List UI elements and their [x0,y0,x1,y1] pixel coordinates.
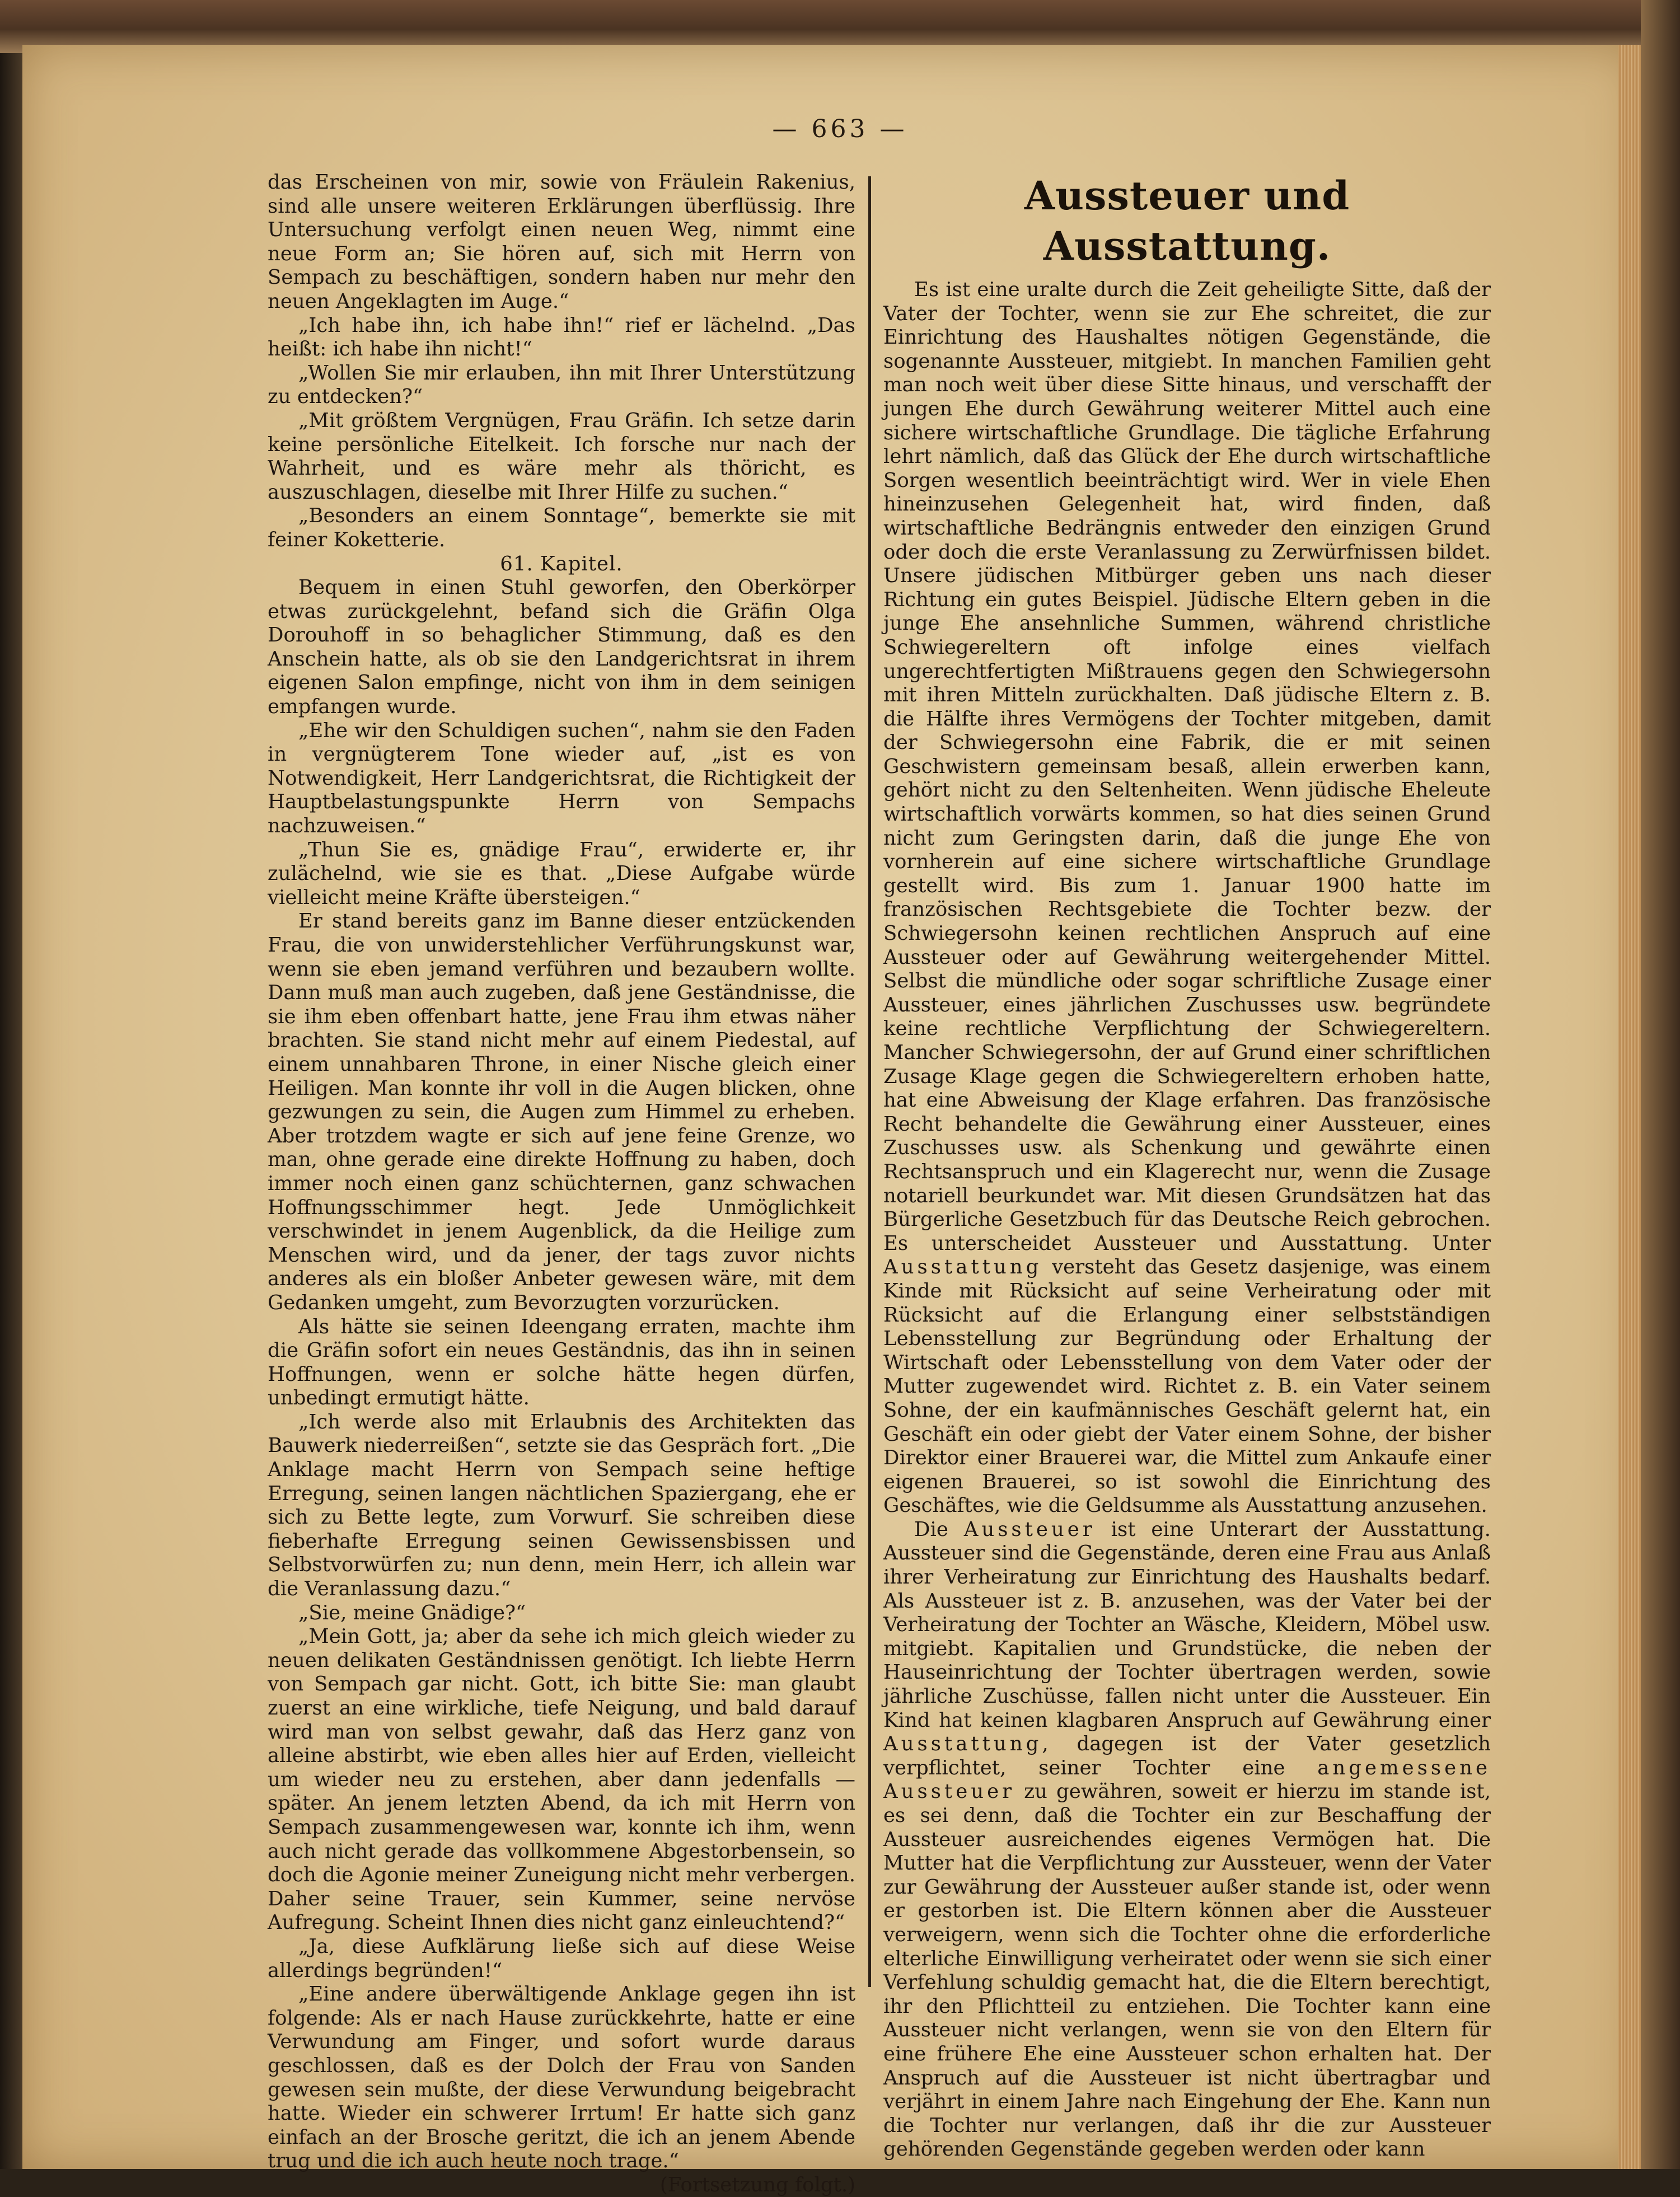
story-paragraph: „Thun Sie es, gnädige Frau“, erwiderte er, ihr zulächelnd, wie sie es that. „Diese Aufgabe würde vielleicht meine Kräfte übersteigen.“ [268,838,855,909]
article-paragraph [883,278,1491,1518]
binding-right-edge [1641,0,1680,2169]
story-paragraph: „Eine andere überwältigende Anklage gegen ihn ist folgende: Als er nach Hause zurückkehrte, hatte er eine Verwundung am Finger, und sofort wurde daraus geschlossen, daß es der Dolch der Frau von Sanden gewesen sein mußte, der diese Verwundung beigebracht hatte. Wieder ein schwerer Irrtum! Er hatte sich ganz einfach an der Brosche geritzt, die ich an jenem Abende trug und die ich auch heute noch trage.“ [268,1983,855,2173]
story-paragraph: „Wollen Sie mir erlauben, ihn mit Ihrer Unterstützung zu entdecken?“ [268,361,855,409]
binding-left-edge [0,0,22,2169]
page-number: — 663 — [772,115,908,143]
term-ausstattung: Ausstattung [883,1732,1042,1756]
article-text: Die [914,1517,948,1541]
story-paragraph: Bequem in einen Stuhl geworfen, den Oberkörper etwas zurückgelehnt, befand sich die Gräfin Olga Dorouhoff in so behaglicher Stimmung, daß es den Anschein hatte, als ob sie den Landgerichtsrat in ihrem eigenen Salon empfinge, nicht von ihm in dem seinigen empfangen wurde. [268,576,855,719]
story-paragraph: Als hätte sie seinen Ideengang erraten, machte ihm die Gräfin sofort ein neues Geständnis, das ihn in seinen Hoffnungen, wenn er solche hätte hegen dürfen, unbedingt ermutigt hätte. [268,1315,855,1410]
chapter-heading: 61. Kapitel. [500,552,623,575]
story-paragraph: „Ehe wir den Schuldigen suchen“, nahm sie den Faden in vergnügterem Tone wieder auf, „ist es von Notwendigkeit, Herr Landgerichtsrat, die Richtigkeit der Hauptbelastungspunkte Herrn von Sempachs nachzuweisen.“ [268,719,855,838]
story-paragraph: „Mit größtem Vergnügen, Frau Gräfin. Ich setze darin keine persönliche Eitelkeit. Ich forsche nur nach der Wahrheit, und es wäre mehr als thöricht, es auszuschlagen, dieselbe mit Ihrer Hilfe zu suchen.“ [268,409,855,504]
story-paragraph: „Besonders an einem Sonntage“, bemerkte sie mit feiner Koketterie. [268,504,855,551]
term-angemessene-aussteuer: angemessene Aussteuer [883,1756,1491,1803]
article-title: Aussteuer und Ausstattung. [1024,172,1350,269]
column-divider [868,176,871,1987]
story-paragraph: „Sie, meine Gnädige?“ [298,1601,526,1624]
article-text: zu gewähren, soweit er hierzu im stande ist, es sei denn, daß die Tochter ein zur Beschaffung der Aussteuer ausreichendes eigenes Vermögen hat. Die Mutter hat die Verpflichtung zur Aussteuer, wenn der Vater zur Gewährung der Aussteuer außer stande ist, oder wenn er gestorben ist. Die Eltern können aber die Aussteuer verweigern, wenn sich die Tochter ohne die erforderliche elterliche Einwilligung verheiratet oder wenn sie sich einer Verfehlung schuldig gemacht hat, die die Eltern berechtigt, ihr den Pflichtteil zu entziehen. Die Tochter kann eine Aussteuer nicht verlangen, wenn sie von den Eltern für eine frühere Ehe eine Aussteuer schon erhalten hat. Der Anspruch auf die Aussteuer ist nicht übertragbar und verjährt in einem Jahre nach Eingehung der Ehe. Kann nun die Tochter nur verlangen, daß ihr die zur Aussteuer gehörenden Gegenstände gegeben werden oder kann [883,1780,1491,2161]
article-text: , dagegen ist der Vater gesetzlich verpflichtet, seiner Tochter eine [883,1732,1491,1779]
article-paragraph [883,1518,1491,2162]
story-paragraph: „Ja, diese Aufklärung ließe sich auf diese Weise allerdings begründen!“ [268,1934,855,1982]
story-paragraph: Er stand bereits ganz im Banne dieser entzückenden Frau, die von unwiderstehlicher Verführungskunst war, wenn sie eben jemand verführen und bezaubern wollte. Dann muß man auch zugeben, daß jene Geständnisse, die sie ihm eben offenbart hatte, jene Frau ihm etwas näher brachten. Sie stand nicht mehr auf einem Piedestal, auf einem unnahbaren Throne, in einer Nische gleich einer Heiligen. Man konnte ihr voll in die Augen blicken, ohne gezwungen zu sein, die Augen zum Himmel zu erheben. Aber trotzdem wagte er sich auf jene feine Grenze, wo man, ohne gerade eine direkte Hoffnung zu haben, doch immer noch einen ganz schüchternen, ganz schwachen Hoffnungsschimmer hegt. Jede Unmöglichkeit verschwindet in jenem Augenblick, da die Heilige zum Menschen wird, und da jener, der tags zuvor nichts anderes als ein bloßer Anbeter gewesen wäre, mit dem Gedanken umgeht, zum Bevorzugten vorzurücken. [268,910,855,1314]
left-column [268,171,855,2197]
continuation-note: (Fortsetzung folgt.) [659,2173,855,2196]
story-paragraph: „Mein Gott, ja; aber da sehe ich mich gleich wieder zu neuen delikaten Geständnissen genötigt. Ich liebte Herrn von Sempach gar nicht. Gott, ich bitte Sie: man glaubt zuerst an eine wirkliche, tiefe Neigung, und bald darauf wird man von selbst gewahr, daß das Herz ganz von alleine abstirbt, wie eben alles hier auf Erden, vielleicht um wieder neu zu erstehen, aber dann jedenfalls — später. An jenem letzten Abend, da ich mit Herrn von Sempach zusammengewesen war, konnte ich ihm, wenn auch nicht gerade das vollkommene Abgestorbensein, so doch die Agonie meiner Zuneigung nicht mehr verbergen. Daher seine Trauer, sein Kummer, seine nervöse Aufregung. Scheint Ihnen dies nicht ganz einleuchtend?“ [268,1625,855,1934]
story-paragraph: das Erscheinen von mir, sowie von Fräulein Rakenius, sind alle unsere weiteren Erklärungen überflüssig. Ihre Untersuchung verfolgt einen neuen Weg, nimmt eine neue Form an; Sie hören auf, sich mit Herrn von Sempach zu beschäftigen, sondern haben nur mehr den neuen Angeklagten im Auge.“ [268,171,855,313]
article-text: ist eine Unterart der Ausstattung. Aussteuer sind die Gegenstände, deren eine Frau aus Anlaß ihrer Verheiratung zur Einrichtung des Haushalts bedarf. Als Aussteuer ist z. B. anzusehen, was der Vater bei der Verheiratung der Tochter an Wäsche, Kleidern, Möbel usw. mitgiebt. Kapitalien und Grundstücke, die neben der Hauseinrichtung der Tochter übertragen werden, sowie jährliche Zuschüsse, fallen nicht unter die Aussteuer. Ein Kind hat keinen klagbaren Anspruch auf Gewährung einer [883,1517,1491,1732]
story-paragraph: „Ich werde also mit Erlaubnis des Architekten das Bauwerk niederreißen“, setzte sie das Gespräch fort. „Die Anklage macht Herrn von Sempach seine heftige Erregung, seinen langen nächtlichen Spaziergang, ehe er sich zu Bette legte, zum Vorwurf. Sie schreiben diese fieberhafte Erregung seinen Gewissensbissen und Selbstvorwürfen zu; nun denn, mein Herr, ich allein war die Veranlassung dazu.“ [268,1410,855,1601]
term-ausstattung: Ausstattung [883,1256,1042,1279]
page-edges [1618,45,1641,2169]
article-text: Es ist eine uralte durch die Zeit geheiligte Sitte, daß der Vater der Tochter, wenn sie zur Ehe schreitet, die zur Einrichtung des Haushaltes nötigen Gegenstände, die sogenannte Aussteuer, mitgiebt. In manchen Familien geht man noch weit über diese Sitte hinaus, und verschafft der jungen Ehe durch Gewährung weiterer Mittel auch eine sichere wirtschaftliche Grundlage. Die tägliche Erfahrung lehrt nämlich, daß das Glück der Ehe durch wirtschaftliche Sorgen wesentlich beeinträchtigt wird. Wer in viele Ehen hineinzusehen Gelegenheit hat, wird finden, daß wirtschaftliche Bedrängnis entweder den einzigen Grund oder doch die erste Veranlassung zu Zerwürfnissen bildet. Unsere jüdischen Mitbürger geben uns nach dieser Richtung ein gutes Beispiel. Jüdische Eltern geben in die junge Ehe ansehnliche Summen, während christliche Schwiegereltern oft infolge eines vielfach ungerechtfertigten Mißtrauens gegen den Schwiegersohn mit ihren Mitteln zurückhalten. Daß jüdische Eltern z. B. die Hälfte ihres Vermögens der Tochter mitgeben, damit der Schwiegersohn eine Fabrik, die er mit seinen Geschwistern gemeinsam besaß, allein erwerben kann, gehört nicht zu den Seltenheiten. Wenn jüdische Eheleute wirtschaftlich vorwärts kommen, so hat dies seinen Grund nicht zum Geringsten darin, daß die junge Ehe von vornherein auf eine sichere wirtschaftliche Grundlage gestellt wird. Bis zum 1. Januar 1900 hatte im französischen Rechtsgebiete die Tochter bezw. der Schwiegersohn keinen rechtlichen Anspruch auf eine Aussteuer oder auf Gewährung weitergehender Mittel. Selbst die mündliche oder sogar schriftliche Zusage einer Aussteuer, eines jährlichen Zuschusses usw. begründete keine rechtliche Verpflichtung der Schwiegereltern. Mancher Schwiegersohn, der auf Grund einer schriftlichen Zusage Klage gegen die Schwiegereltern erhoben hatte, hat eine Abweisung der Klage erfahren. Das französische Recht behandelte die Gewährung einer Aussteuer, eines Zuschusses usw. als Schenkung und gewährte einen Rechtsanspruch und ein Klagerecht nur, wenn die Zusage notariell beurkundet war. Mit diesen Grundsätzen hat das Bürgerliche Gesetzbuch für das Deutsche Reich gebrochen. Es unterscheidet Aussteuer und Ausstattung. Unter [883,278,1491,1255]
article-text: versteht das Gesetz dasjenige, was einem Kinde mit Rücksicht auf seine Verheiratung oder mit Rücksicht auf die Erlangung einer selbstständigen Lebensstellung zur Begründung oder Erhaltung der Wirtschaft oder Lebensstellung von dem Vater oder der Mutter zugewendet wird. Richtet z. B. ein Vater seinem Sohne, der ein kaufmännisches Geschäft gelernt hat, ein Geschäft ein oder giebt der Vater einem Sohne, der bisher Direktor einer Brauerei war, die Mittel zum Ankaufe einer eigenen Brauerei, so ist sowohl die Einrichtung des Geschäftes, wie die Geldsumme als Ausstattung anzusehen. [883,1256,1491,1517]
term-aussteuer: Aussteuer [963,1517,1096,1541]
story-paragraph: „Ich habe ihn, ich habe ihn!“ rief er lächelnd. „Das heißt: ich habe ihn nicht!“ [268,313,855,361]
right-column [883,171,1491,2162]
